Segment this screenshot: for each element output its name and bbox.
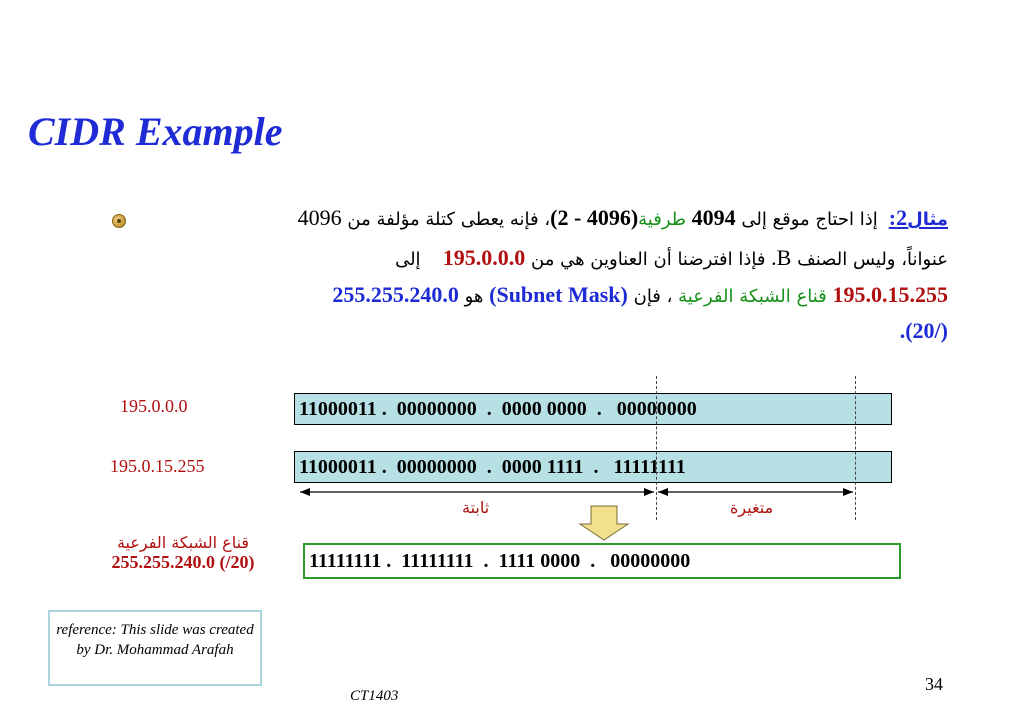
line3-end-address: 195.0.15.255: [832, 282, 948, 307]
end-address-label: 195.0.15.255: [110, 456, 205, 476]
end-address-binary: 11000011 . 00000000 . 0000 1111 . 11111111: [294, 451, 892, 483]
line1-number: 4094: [691, 205, 736, 230]
variable-span-arrow: [658, 488, 853, 496]
line3-subnet-ar: قناع الشبكة الفرعية: [672, 286, 833, 307]
line2-head: عنواناً، وليس الصنف: [791, 249, 948, 270]
example-number: 2:: [888, 205, 908, 230]
line1-tail: ، فإنه يعطى كتلة مؤلفة من: [341, 209, 551, 230]
example-word: مثال: [907, 209, 948, 230]
line4-prefix: (/20).: [899, 318, 948, 343]
line1-paren: (4096 - 2): [550, 205, 639, 230]
line2-start-address: 195.0.0.0: [442, 245, 526, 270]
mask-label-value: 255.255.240.0 (/20): [111, 552, 255, 572]
line2-to: إلى: [395, 249, 427, 270]
line3-is: هو: [458, 286, 490, 307]
reference-box: reference: This slide was created by Dr. Mohammad Arafah: [48, 610, 262, 686]
line2-mid: فإذا افترضنا أن العناوين هي من: [525, 249, 772, 270]
line3-mask-value: 255.255.240.0: [332, 282, 459, 307]
line1-count: 4096: [297, 205, 342, 230]
down-arrow-icon: [580, 506, 628, 540]
footer-course: CT1403: [350, 688, 399, 704]
line3-subnet-mask: (Subnet Mask): [489, 282, 628, 307]
subnet-mask-binary: 11111111 . 11111111 . 1111 0000 . 00000000: [303, 543, 901, 579]
fixed-span-arrow: [300, 488, 654, 496]
mask-label-arabic: قناع الشبكة الفرعية: [116, 533, 250, 552]
mask-label: [78, 533, 288, 573]
slide-title: CIDR Example: [28, 109, 283, 154]
line3-then: ، فإن: [627, 286, 673, 307]
line2-class: B.: [771, 245, 792, 270]
line1-word: طرفية: [638, 209, 687, 230]
start-address-binary: 11000011 . 00000000 . 0000 0000 . 00000000: [294, 393, 892, 425]
line1-text: إذا احتاج موقع إلى: [735, 209, 878, 230]
page-number: 34: [925, 674, 943, 694]
start-address-label: 195.0.0.0: [120, 396, 188, 416]
fixed-label: ثابتة: [462, 498, 490, 517]
variable-label: متغيرة: [730, 498, 774, 517]
